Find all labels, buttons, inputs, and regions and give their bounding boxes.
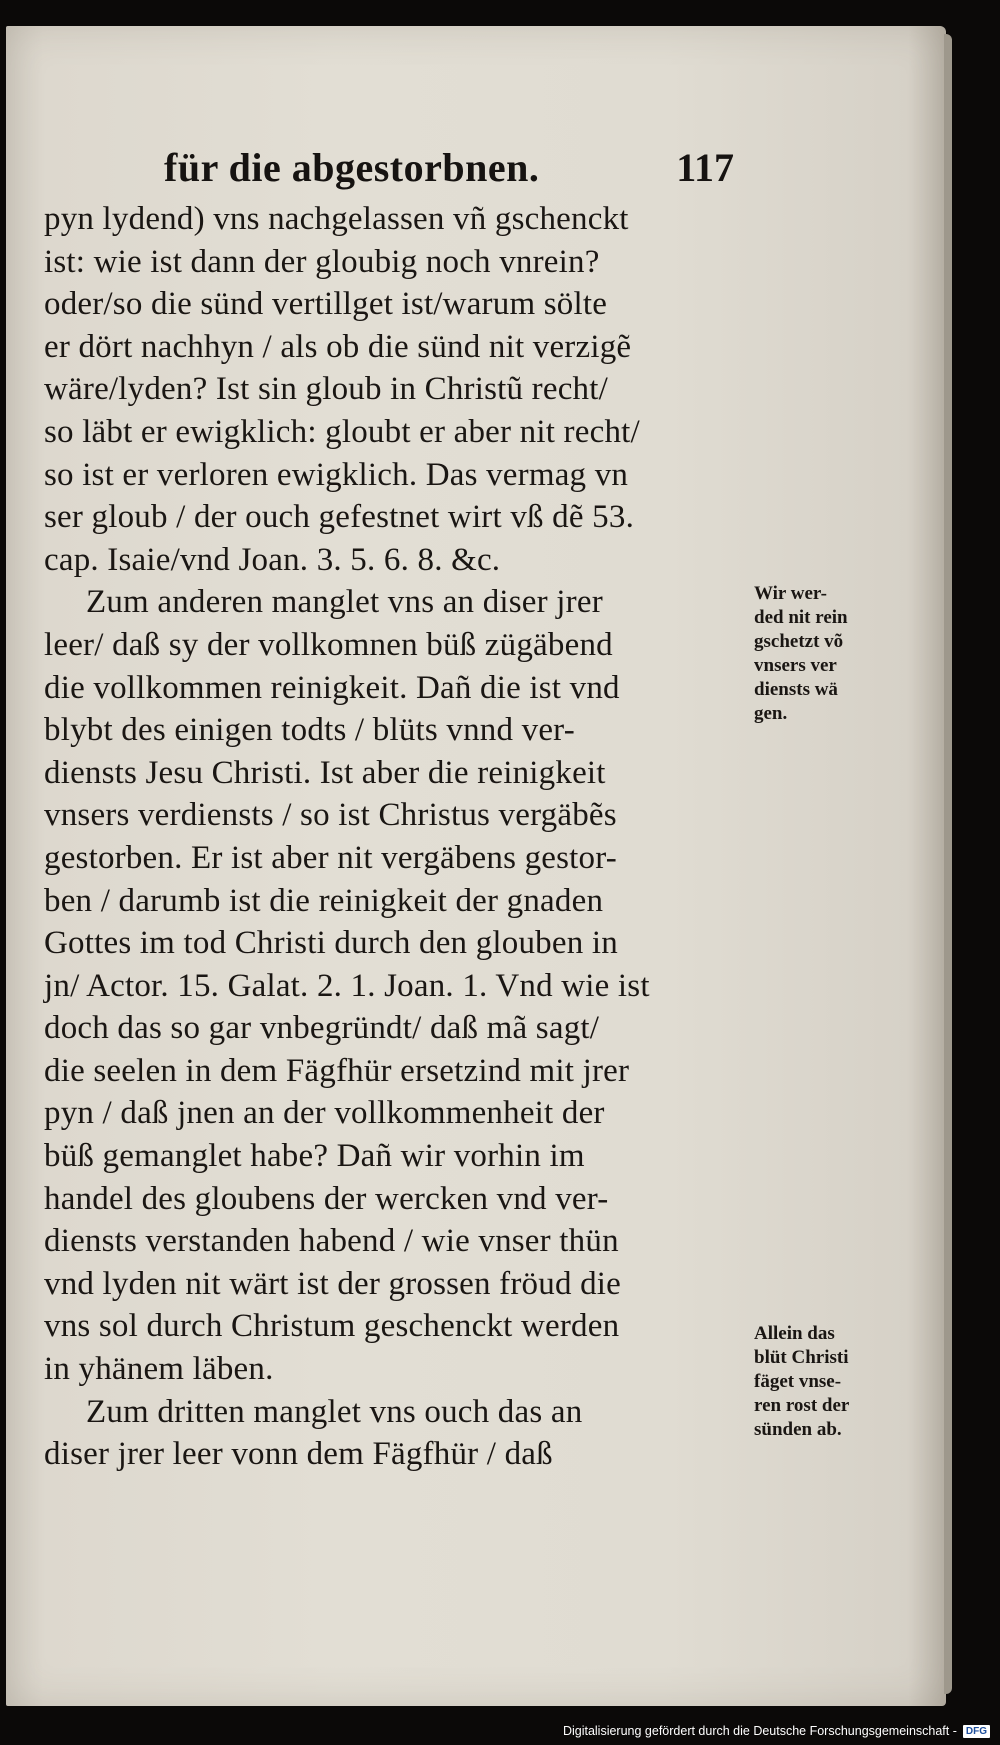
text-line: vnsers verdiensts / so ist Christus vergäbẽs (44, 797, 617, 834)
text-line: doch das so gar vnbegründt/ daß mã sagt/ (44, 1010, 600, 1047)
dfg-logo-icon: DFG (963, 1725, 990, 1738)
text-line: ist: wie ist dann der gloubig noch vnrein? (44, 243, 600, 280)
margin-note-line: gen. (754, 703, 788, 724)
text-line: pyn / daß jnen an der vollkommenheit der (44, 1095, 605, 1132)
margin-note-line: blüt Christi (754, 1347, 849, 1368)
text-line: gestorben. Er ist aber nit vergäbens gestor- (44, 839, 617, 876)
text-line: diensts verstanden habend / wie vnser thün (44, 1223, 619, 1260)
text-line: ben / darumb ist die reinigkeit der gnaden (44, 882, 604, 919)
body-text (44, 198, 744, 1476)
margin-note-line: ded nit rein (754, 607, 848, 628)
text-line: pyn lydend) vns nachgelassen vñ gschenckt (44, 201, 629, 237)
margin-note (754, 1322, 929, 1442)
text-line: die vollkommen reinigkeit. Dañ die ist vnd (44, 669, 620, 706)
text-line: diensts Jesu Christi. Ist aber die reinigkeit (44, 754, 606, 791)
text-line: so ist er verloren ewigklich. Das vermag vn (44, 456, 629, 493)
paragraph-start-line: Zum anderen manglet vns an diser jrer (86, 584, 603, 621)
text-line: wäre/lyden? Ist sin gloub in Christũ recht/ (44, 371, 608, 408)
text-line: leer/ daß sy der vollkomnen büß zügäbend (44, 626, 613, 663)
text-line: oder/so die sünd vertillget ist/warum sölte (44, 286, 608, 323)
page-number: 117 (676, 145, 734, 190)
text-line: die seelen in dem Fägfhür ersetzind mit jrer (44, 1052, 630, 1089)
text-line: so läbt er ewigklich: gloubt er aber nit recht/ (44, 413, 640, 450)
margin-note-line: gschetzt võ (754, 631, 844, 652)
margin-note (754, 582, 929, 726)
margin-note-line: Wir wer- (754, 583, 827, 604)
text-line: cap. Isaie/vnd Joan. 3. 5. 6. 8. &c. (44, 541, 501, 578)
text-line: Gottes im tod Christi durch den glouben in (44, 925, 618, 962)
text-line: jn/ Actor. 15. Galat. 2. 1. Joan. 1. Vnd wie ist (44, 967, 650, 1004)
margin-note-line: Allein das (754, 1323, 835, 1344)
text-line: blybt des einigen todts / blüts vnnd ver- (44, 712, 575, 749)
footer-credit: Digitalisierung gefördert durch die Deutsche Forschungsgemeinschaft - (562, 1724, 957, 1738)
paragraph-start-line: Zum dritten manglet vns ouch das an (86, 1393, 583, 1430)
margin-note-line: fäget vnse- (754, 1371, 842, 1392)
page-header (164, 144, 734, 194)
text-line: ser gloub / der ouch gefestnet wirt vß dẽ 53. (44, 499, 635, 536)
page-edge (944, 34, 952, 1694)
text-line: er dört nachhyn / als ob die sünd nit verzigẽ (44, 328, 632, 365)
running-title: für die abgestorbnen. (164, 145, 540, 190)
margin-note-line: vnsers ver (754, 655, 837, 676)
margin-note-line: sünden ab. (754, 1419, 842, 1440)
text-line: diser jrer leer vonn dem Fägfhür / daß (44, 1436, 553, 1473)
digitization-footer (563, 1721, 990, 1741)
text-line: vns sol durch Christum geschenckt werden (44, 1308, 620, 1345)
book-page (6, 26, 946, 1706)
text-line: büß gemanglet habe? Dañ wir vorhin im (44, 1138, 585, 1175)
text-line: handel des gloubens der wercken vnd ver- (44, 1180, 609, 1217)
margin-note-line: ren rost der (754, 1395, 850, 1416)
text-line: in yhänem läben. (44, 1351, 274, 1388)
margin-note-line: diensts wä (754, 679, 838, 700)
text-line: vnd lyden nit wärt ist der grossen fröud die (44, 1265, 622, 1302)
